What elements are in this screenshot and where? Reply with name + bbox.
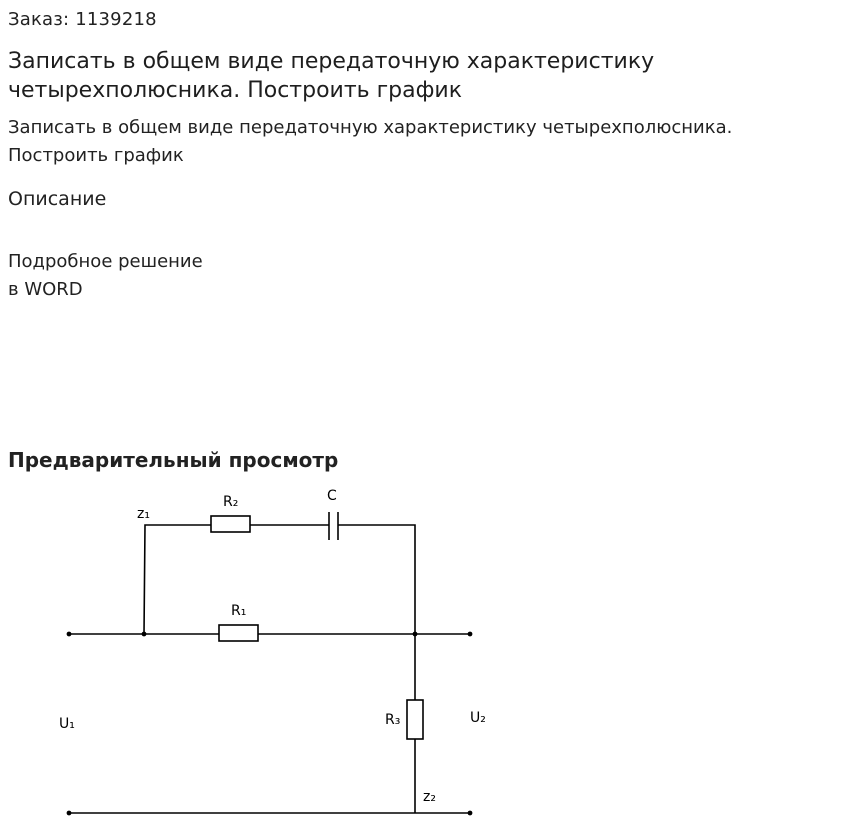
page-title: Записать в общем виде передаточную характеристику четырехполюсника. Построить график: [8, 49, 655, 103]
description-line: Построить график: [8, 145, 184, 166]
description-body: [8, 248, 203, 304]
junction-z1: [142, 632, 147, 637]
description-body-line: в WORD: [8, 279, 83, 300]
label-r2: R₂: [223, 494, 239, 510]
terminal-output-bottom: [468, 811, 473, 816]
wire-top-left: [144, 525, 211, 634]
resistor-r3: [407, 700, 423, 739]
label-u2: U₂: [470, 710, 486, 726]
circuit-diagram: [0, 480, 520, 830]
page-description: [8, 114, 838, 170]
resistor-r1: [219, 625, 258, 641]
wire-c-to-node: [338, 525, 415, 634]
order-number: Заказ: 1139218: [8, 9, 157, 30]
terminal-input-top: [67, 632, 72, 637]
junction-right: [413, 632, 418, 637]
label-r3: R₃: [385, 712, 401, 728]
label-r1: R₁: [231, 603, 247, 619]
description-heading: Описание: [8, 188, 107, 210]
description-line: Записать в общем виде передаточную характеристику четырехполюсника.: [8, 117, 733, 138]
label-z2: z₂: [423, 789, 436, 805]
terminal-input-bottom: [67, 811, 72, 816]
label-z1: z₁: [137, 506, 150, 522]
preview-heading: Предварительный просмотр: [8, 448, 339, 472]
terminal-output-top: [468, 632, 473, 637]
resistor-r2: [211, 516, 250, 532]
label-c: C: [327, 488, 337, 504]
label-u1: U₁: [59, 716, 75, 732]
description-body-line: Подробное решение: [8, 251, 203, 272]
